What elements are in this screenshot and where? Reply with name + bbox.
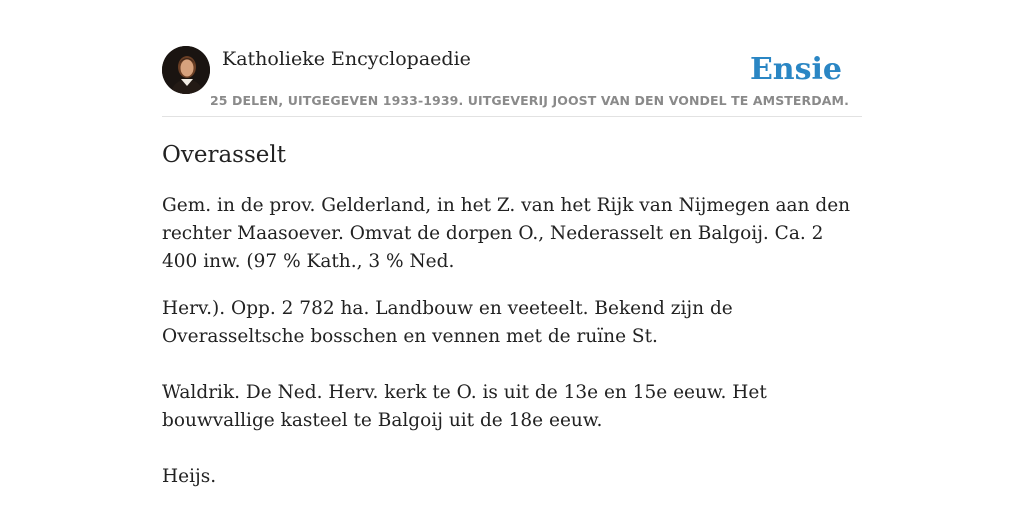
- article-paragraph: Herv.). Opp. 2 782 ha. Landbouw en veeteelt. Bekend zijn de Overasseltsche bosschen en vennen met de ruïne St.: [162, 298, 733, 347]
- encyclopedia-subtitle: 25 DELEN, UITGEGEVEN 1933-1939. UITGEVERIJ JOOST VAN DEN VONDEL TE AMSTERDAM.: [210, 93, 849, 108]
- portrait-icon[interactable]: [162, 46, 210, 94]
- article-author: Heijs.: [162, 466, 217, 487]
- article-title: Overasselt: [162, 142, 286, 168]
- ensie-logo[interactable]: Ensie: [749, 52, 842, 87]
- encyclopedia-title[interactable]: Katholieke Encyclopaedie: [222, 48, 471, 70]
- article: [162, 138, 862, 491]
- article-paragraph: Gem. in de prov. Gelderland, in het Z. van het Rijk van Nijmegen aan den rechter Maasoever. Omvat de dorpen O., Nederasselt en Balgoij. Ca. 2 400 inw. (97 % Kath., 3 % Ned.: [162, 195, 851, 272]
- header: [162, 44, 862, 117]
- article-paragraph: Waldrik. De Ned. Herv. kerk te O. is uit de 13e en 15e eeuw. Het bouwvallige kasteel te Balgoij uit de 18e eeuw.: [162, 382, 767, 431]
